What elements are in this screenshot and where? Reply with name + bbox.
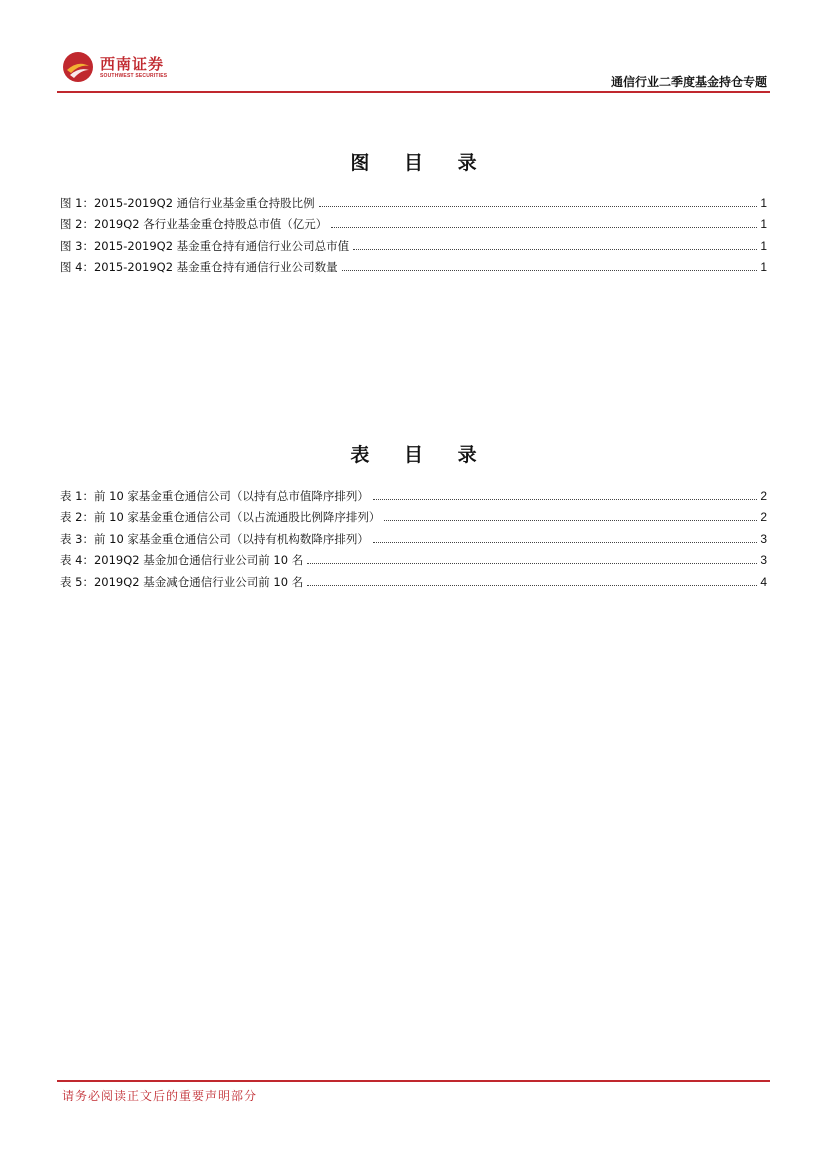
toc-entry[interactable] <box>60 503 767 525</box>
toc-entry-label[interactable]: 表 3：前 10 家基金重仓通信公司（以持有机构数降序排列） <box>60 531 369 546</box>
tables-toc-list <box>60 481 767 589</box>
southwest-securities-logo-icon <box>62 51 94 83</box>
toc-leader-dots <box>373 498 757 500</box>
toc-leader-dots <box>319 205 758 207</box>
page-header <box>0 0 827 95</box>
figures-toc-list <box>60 188 767 274</box>
toc-entry-page[interactable]: 2 <box>760 510 767 524</box>
toc-entry[interactable] <box>60 524 767 546</box>
report-title: 通信行业二季度基金持仓专题 <box>610 75 767 89</box>
logo-text <box>100 55 167 80</box>
footer-divider <box>57 1080 770 1082</box>
logo-name-cn: 西南证券 <box>100 54 165 73</box>
toc-entry-page[interactable]: 3 <box>760 553 767 567</box>
toc-entry-page[interactable]: 3 <box>760 531 767 546</box>
toc-leader-dots <box>331 226 757 228</box>
toc-entry[interactable] <box>60 253 767 275</box>
toc-leader-dots <box>342 269 758 271</box>
toc-entry-label[interactable]: 表 4：2019Q2 基金加仓通信行业公司前 10 名 <box>60 553 304 567</box>
toc-leader-dots <box>373 541 757 543</box>
toc-entry-page[interactable]: 1 <box>760 195 767 210</box>
toc-entry-page[interactable]: 4 <box>760 574 767 589</box>
toc-leader-dots <box>384 519 757 521</box>
toc-entry[interactable] <box>60 481 767 503</box>
toc-entry[interactable] <box>60 231 767 253</box>
toc-entry-label[interactable]: 图 4：2015-2019Q2 基金重仓持有通信行业公司数量 <box>60 260 338 274</box>
toc-entry-label[interactable]: 图 3：2015-2019Q2 基金重仓持有通信行业公司总市值 <box>60 238 350 253</box>
figures-toc-title: 图 目 录 <box>350 152 491 174</box>
toc-entry-label[interactable]: 表 5：2019Q2 基金减仓通信行业公司前 10 名 <box>60 574 304 589</box>
toc-leader-dots <box>307 562 757 564</box>
logo-name-en: SOUTHWEST SECURITIES <box>100 72 168 79</box>
company-logo <box>62 50 167 84</box>
toc-entry-label[interactable]: 图 1：2015-2019Q2 通信行业基金重仓持股比例 <box>60 195 315 210</box>
toc-leader-dots <box>353 248 757 250</box>
toc-entry[interactable] <box>60 546 767 568</box>
footer-disclaimer: 请务必阅读正文后的重要声明部分 <box>62 1089 258 1103</box>
toc-entry-label[interactable]: 图 2：2019Q2 各行业基金重仓持股总市值（亿元） <box>60 217 328 231</box>
toc-entry-page[interactable]: 1 <box>760 217 767 231</box>
toc-entry-label[interactable]: 表 1：前 10 家基金重仓通信公司（以持有总市值降序排列） <box>60 488 369 503</box>
toc-entry[interactable] <box>60 210 767 232</box>
toc-entry-label[interactable]: 表 2：前 10 家基金重仓通信公司（以占流通股比例降序排列） <box>60 510 381 524</box>
header-divider <box>57 91 770 93</box>
toc-entry[interactable] <box>60 188 767 210</box>
toc-entry-page[interactable]: 1 <box>760 260 767 274</box>
toc-leader-dots <box>307 584 757 586</box>
tables-toc-title: 表 目 录 <box>350 444 491 466</box>
toc-entry-page[interactable]: 1 <box>760 238 767 253</box>
toc-entry[interactable] <box>60 567 767 589</box>
toc-entry-page[interactable]: 2 <box>760 488 767 503</box>
